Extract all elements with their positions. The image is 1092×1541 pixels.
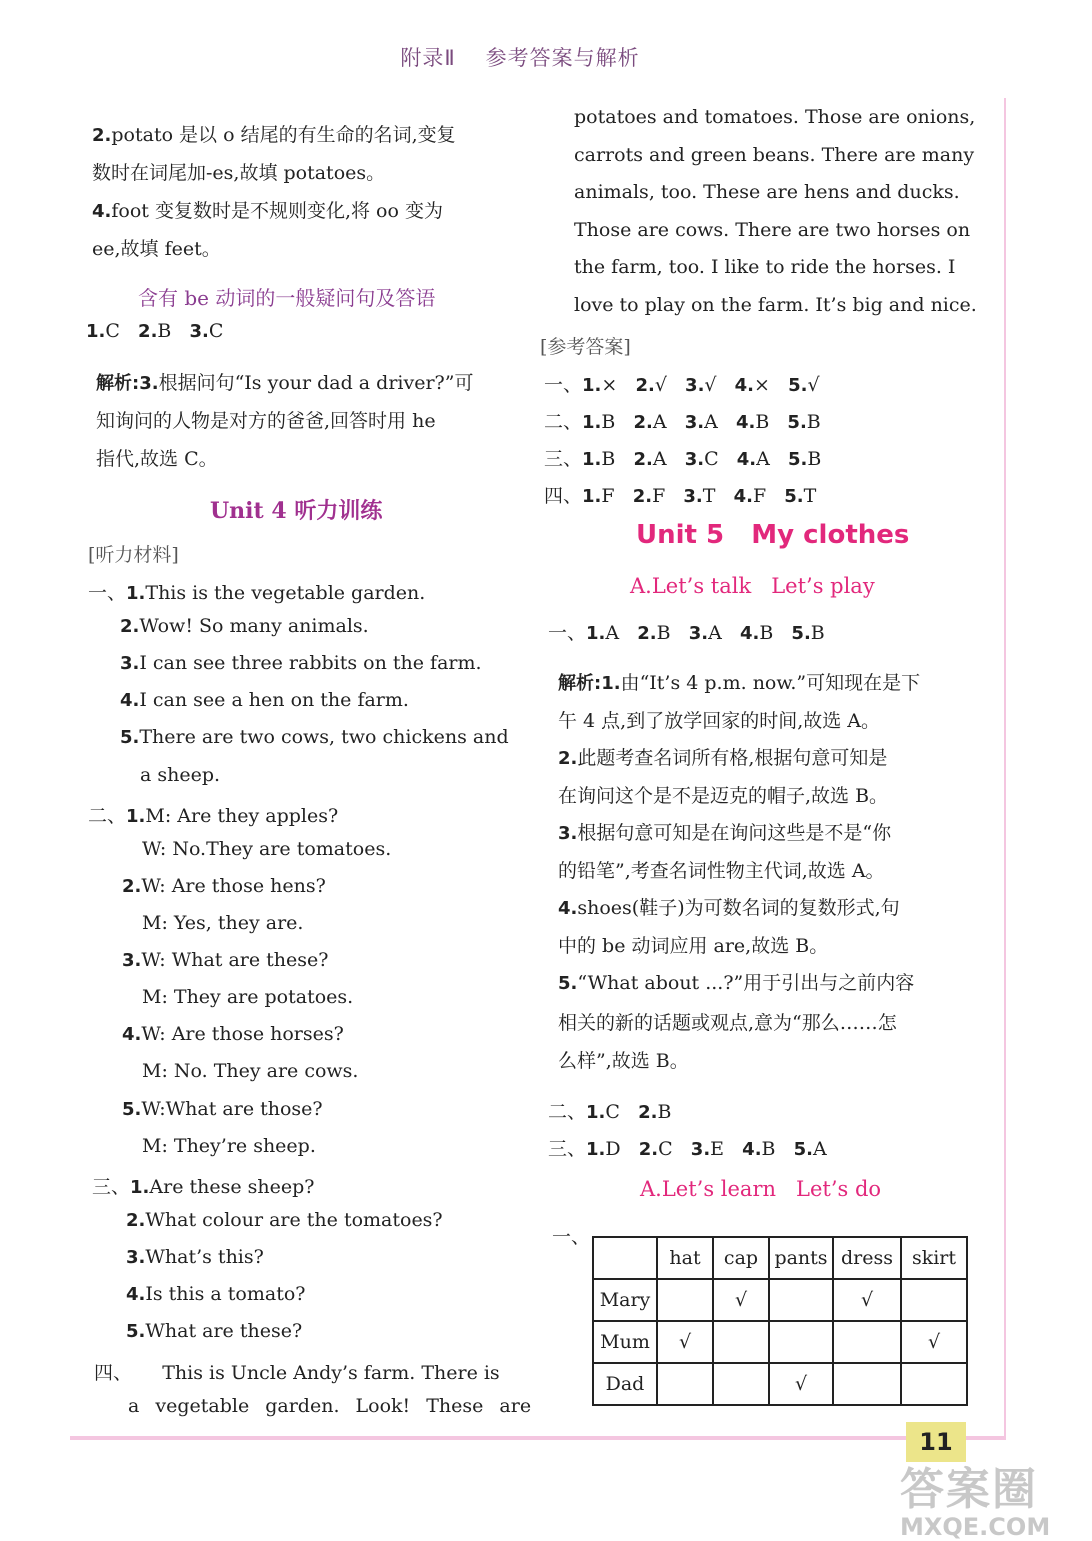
table-label: 一、: [552, 1226, 591, 1248]
line: M: No. They are cows.: [142, 1060, 359, 1082]
row-label: Mary: [593, 1279, 657, 1321]
line: 2.W: Are those hens?: [122, 875, 326, 897]
answer-tag: [参考答案]: [540, 336, 631, 358]
line: 在询问这个是不是迈克的帽子,故选 B。: [558, 785, 889, 807]
answer-row: 一、1.A 2.B 3.A 4.B 5.B: [548, 622, 825, 644]
explanation: 解析:3.根据问句“Is your dad a driver?”可: [96, 372, 474, 394]
line: M: They are potatoes.: [142, 986, 354, 1008]
answer-row: 三、1.D 2.C 3.E 4.B 5.A: [548, 1138, 827, 1160]
line: M: They’re sheep.: [142, 1135, 316, 1157]
running-header: [0, 42, 1040, 72]
table-header-cell: hat: [657, 1237, 713, 1279]
answer-row: 一、1.× 2.√ 3.√ 4.× 5.√: [544, 374, 820, 396]
line: 5.“What about ...?”用于引出与之前内容: [558, 972, 915, 994]
line: 3.W: What are these?: [122, 949, 329, 971]
line: 3.根据句意可知是在询问这些是不是“你: [558, 822, 892, 844]
line: 一、1.This is the vegetable garden.: [88, 582, 426, 604]
table-header-cell: pants: [769, 1237, 833, 1279]
lesson-heading: A.Let’s learn Let’s do: [640, 1177, 882, 1201]
line: 4.shoes(鞋子)为可数名词的复数形式,句: [558, 897, 900, 919]
page-number: 11: [906, 1422, 966, 1462]
unit-heading: Unit 5 My clothes: [636, 520, 910, 550]
line: a vegetable garden. Look! These are: [128, 1395, 532, 1417]
check-cell: √: [901, 1321, 967, 1363]
line: 2.Wow! So many animals.: [120, 615, 369, 637]
table-header-cell: skirt: [901, 1237, 967, 1279]
line: 2.此题考查名词所有格,根据句意可知是: [558, 747, 888, 769]
line: W: No.They are tomatoes.: [142, 838, 392, 860]
line: M: Yes, they are.: [142, 912, 304, 934]
explanation: 解析:1.由“It’s 4 p.m. now.”可知现在是下: [558, 672, 921, 694]
line: 数时在词尾加-es,故填 potatoes。: [92, 162, 386, 184]
table-header-cell: dress: [833, 1237, 901, 1279]
check-cell: [713, 1321, 769, 1363]
passage-line: the farm, too. I like to ride the horses. I: [574, 256, 956, 278]
check-cell: [901, 1279, 967, 1321]
line: 四、 This is Uncle Andy’s farm. There is: [94, 1362, 500, 1384]
table-cell: [593, 1237, 657, 1279]
check-cell: √: [713, 1279, 769, 1321]
line: 知询问的人物是对方的爸爸,回答时用 he: [96, 410, 436, 432]
header-title: 参考答案与解析: [485, 46, 640, 70]
passage-line: carrots and green beans. There are many: [574, 144, 975, 166]
check-cell: [901, 1363, 967, 1405]
check-cell: √: [833, 1279, 901, 1321]
table-row: [593, 1321, 967, 1363]
check-cell: [769, 1321, 833, 1363]
check-cell: √: [769, 1363, 833, 1405]
row-label: Mum: [593, 1321, 657, 1363]
clothes-table: [592, 1236, 968, 1406]
passage-line: Those are cows. There are two horses on: [574, 219, 971, 241]
line: 二、1.M: Are they apples?: [88, 805, 339, 827]
line: 3.What’s this?: [126, 1246, 264, 1268]
line: 的铅笔”,考查名词性物主代词,故选 A。: [558, 860, 885, 882]
answer-row: 二、1.C 2.B: [548, 1101, 672, 1123]
line: 2.potato 是以 o 结尾的有生命的名词,变复: [92, 124, 456, 146]
table-header-row: [593, 1237, 967, 1279]
line: a sheep.: [140, 764, 221, 786]
line: 相关的新的话题或观点,意为“那么……怎: [558, 1012, 897, 1034]
line: 午 4 点,到了放学回家的时间,故选 A。: [558, 710, 881, 732]
answer-row: 四、1.F 2.F 3.T 4.F 5.T: [544, 485, 817, 507]
passage-line: animals, too. These are hens and ducks.: [574, 181, 960, 203]
passage-line: love to play on the farm. It’s big and nice.: [574, 294, 977, 316]
check-cell: √: [657, 1321, 713, 1363]
line: ee,故填 feet。: [92, 238, 221, 260]
check-cell: [713, 1363, 769, 1405]
page-right-border: [1004, 98, 1006, 1438]
check-cell: [833, 1363, 901, 1405]
table-header-cell: cap: [713, 1237, 769, 1279]
check-cell: [657, 1363, 713, 1405]
line: 5.W:What are those?: [122, 1098, 323, 1120]
check-cell: [657, 1279, 713, 1321]
answer-row: 二、1.B 2.A 3.A 4.B 5.B: [544, 411, 821, 433]
header-part: 附录Ⅱ: [400, 46, 456, 70]
line: 三、1.Are these sheep?: [92, 1176, 315, 1198]
table-row: [593, 1279, 967, 1321]
lesson-heading: A.Let’s talk Let’s play: [630, 574, 875, 598]
line: 4.foot 变复数时是不规则变化,将 oo 变为: [92, 200, 443, 222]
watermark-logo: 答案圈 MXQE.COM: [900, 1464, 1051, 1541]
line: 中的 be 动词应用 are,故选 B。: [558, 935, 829, 957]
line: 4.Is this a tomato?: [126, 1283, 306, 1305]
passage-line: potatoes and tomatoes. Those are onions,: [574, 106, 976, 128]
check-cell: [833, 1321, 901, 1363]
unit-heading: Unit 4 听力训练: [210, 498, 383, 524]
material-tag: [听力材料]: [88, 544, 179, 566]
answer-row: 三、1.B 2.A 3.C 4.A 5.B: [544, 448, 822, 470]
line: 指代,故选 C。: [96, 448, 218, 470]
page-bottom-border: [70, 1436, 1006, 1440]
check-cell: [769, 1279, 833, 1321]
line: 么样”,故选 B。: [558, 1050, 689, 1072]
row-label: Dad: [593, 1363, 657, 1405]
line: 2.What colour are the tomatoes?: [126, 1209, 443, 1231]
table-row: [593, 1363, 967, 1405]
section-heading: 含有 be 动词的一般疑问句及答语: [138, 286, 436, 310]
line: 4.I can see a hen on the farm.: [120, 689, 409, 711]
line: 3.I can see three rabbits on the farm.: [120, 652, 482, 674]
line: 4.W: Are those horses?: [122, 1023, 344, 1045]
line: 5.What are these?: [126, 1320, 303, 1342]
answer-row: 1.C 2.B 3.C: [86, 320, 224, 342]
line: 5.There are two cows, two chickens and: [120, 726, 509, 748]
